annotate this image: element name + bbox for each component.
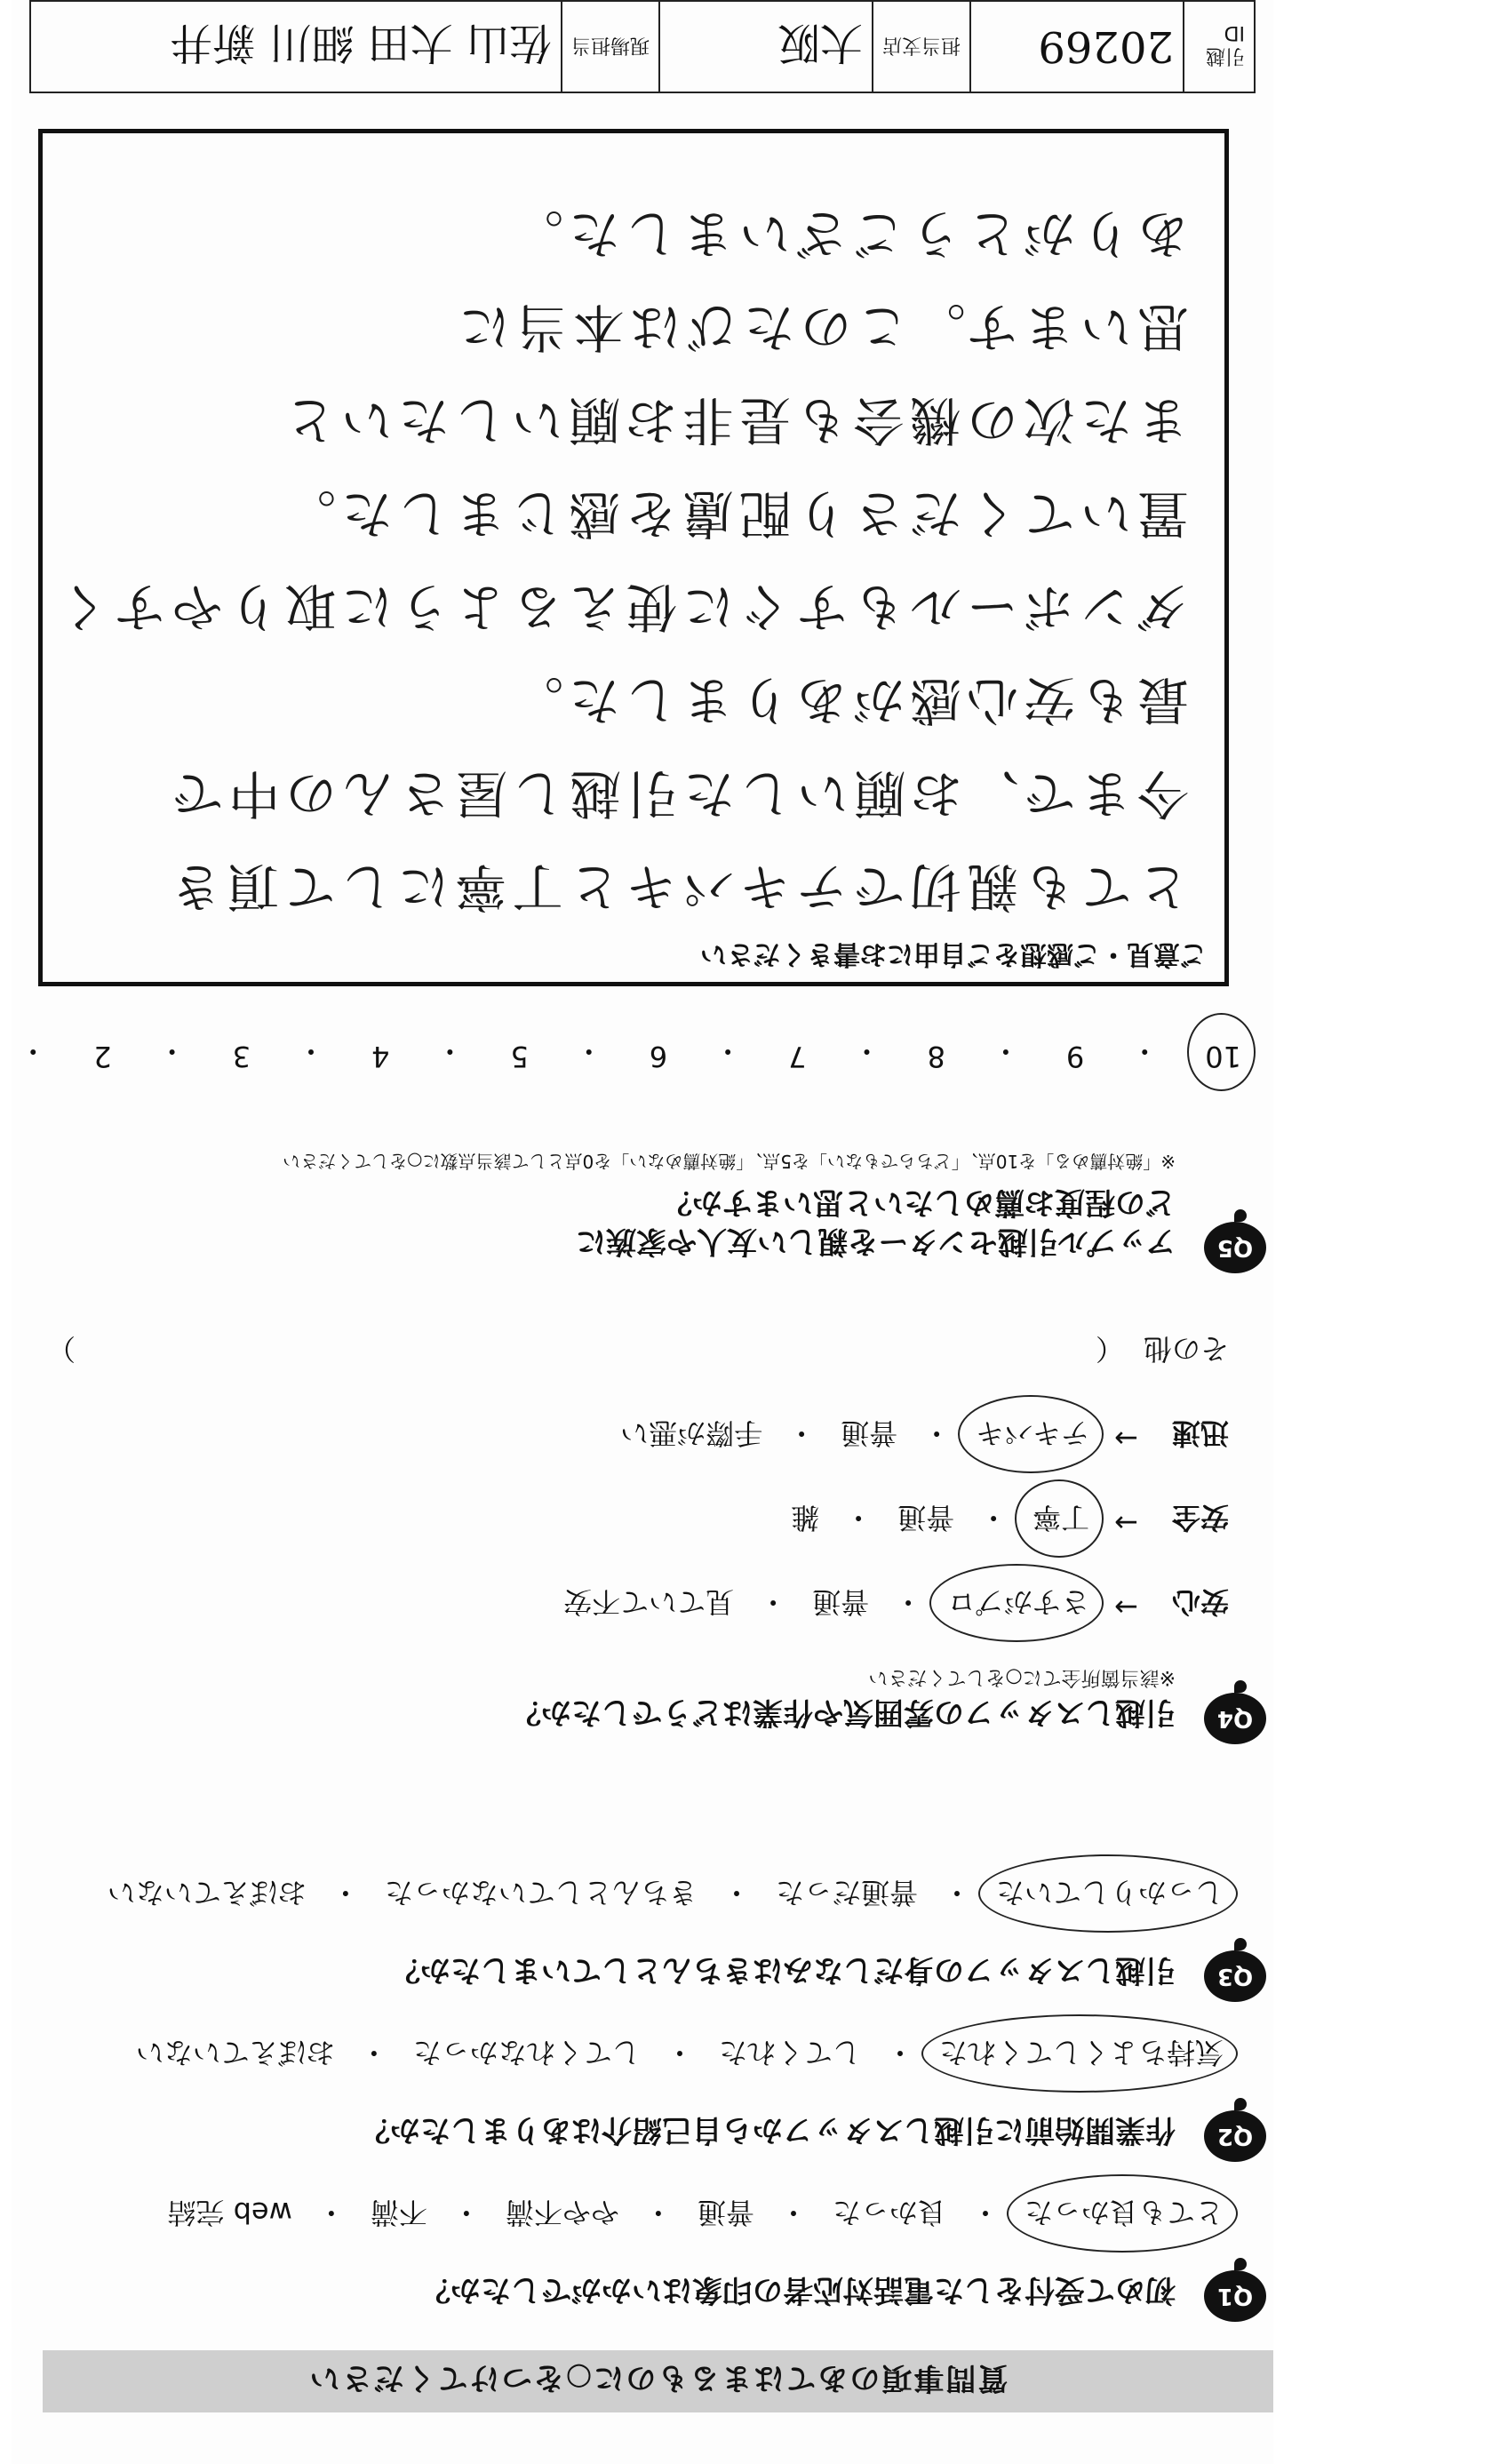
q4-badge: Q4 <box>1204 1693 1266 1744</box>
q5-score[interactable]: 5 <box>510 1040 529 1073</box>
q3-option[interactable]: きちんとしていなかった <box>384 1876 698 1910</box>
q5-score[interactable]: 8 <box>927 1040 945 1073</box>
leader-label-cell: 現場担当 <box>561 2 658 92</box>
leader-value-cell[interactable]: 佐山 大田 細川 新井 <box>170 18 552 68</box>
q5-score[interactable]: 10 <box>1200 1033 1247 1073</box>
id-value-cell[interactable]: 20269 <box>969 2 1183 92</box>
instructions-text: 質問事項のあてはまるものに○をつけてください <box>307 2360 1009 2396</box>
comment-line: とても親切でテキパキと丁寧にして頂き <box>164 857 1189 917</box>
comment-line: また次の機会も是非お願いしたいと <box>278 390 1189 451</box>
staff-info-table <box>29 0 1256 93</box>
q3-option[interactable]: おぼえていない <box>107 1876 307 1910</box>
arrow-icon: → <box>1114 1422 1138 1455</box>
q2-title: 作業開始前に引越しスタッフから自己紹介はありましたか？ <box>360 2112 1176 2148</box>
q1-badge: Q1 <box>1204 2270 1266 2322</box>
q5-scale: 10 ・ 9 ・ 8 ・ 7 ・ 6 ・ 5 ・ 4 ・ 3 ・ 2 ・ <box>0 1033 1247 1073</box>
q3-option[interactable]: しっかりしていた <box>991 1874 1229 1915</box>
q4-note: ※該当箇所全てに○をしてください <box>868 1666 1176 1688</box>
q4-option[interactable]: 見ていて不安 <box>563 1585 735 1619</box>
q5-score[interactable]: 7 <box>788 1040 807 1073</box>
q1-option[interactable]: web 完結 <box>167 2196 292 2229</box>
q4-title: 引越しスタッフの雰囲気や作業はどうでしたか？ <box>511 1694 1176 1730</box>
q5-score[interactable]: 6 <box>649 1040 668 1073</box>
comment-line: ダンボールもすぐに使えるように取りやすく <box>52 577 1189 637</box>
q3-option[interactable]: 普通だった <box>775 1876 918 1910</box>
q4-option[interactable]: 普通 <box>897 1501 955 1535</box>
q4-other-label: その他 <box>1143 1332 1229 1366</box>
q4-other <box>47 1330 1229 1371</box>
q5-score[interactable]: 3 <box>232 1040 251 1073</box>
q5-badge: Q5 <box>1204 1222 1266 1273</box>
q1-title: 初めて受付をした電話対応者の印象はいかがでしたか？ <box>420 2272 1176 2308</box>
q2-options: 気持ちよくしてくれた ・ してくれた ・ してくれなかった ・ おぼえていない <box>131 2034 1229 2075</box>
q4-row-label: 迅速 <box>1171 1416 1229 1450</box>
q5-title-2: どの程度お薦めしたいと思いますか？ <box>662 1184 1176 1220</box>
survey-form <box>12 0 1273 2464</box>
q4-row-label: 安全 <box>1171 1501 1229 1535</box>
q4-option[interactable]: 普通 <box>841 1416 898 1450</box>
comment-line: 最も安心感がありました。 <box>506 670 1189 730</box>
q5-score[interactable]: 2 <box>93 1040 112 1073</box>
q4-option[interactable]: 雑 <box>791 1501 820 1535</box>
q4-option[interactable]: 丁寧 <box>1027 1499 1095 1540</box>
q5-score[interactable]: 4 <box>371 1040 390 1073</box>
q4-option[interactable]: テキパキ <box>970 1415 1095 1455</box>
q2-option[interactable]: してくれなかった <box>412 2036 641 2069</box>
q4-row-anshin: 安心 → さすがプロ ・ 普通 ・ 見ていて不安 <box>558 1583 1229 1624</box>
q1-option[interactable]: とても良かった <box>1019 2194 1229 2235</box>
q3-options: しっかりしていた ・ 普通だった ・ きちんとしていなかった ・ おぼえていない <box>102 1874 1229 1915</box>
comment-line: 置いてくださり配慮を感じました。 <box>278 483 1189 544</box>
branch-value-cell[interactable]: 大阪 <box>658 2 872 92</box>
arrow-icon: → <box>1114 1506 1138 1540</box>
q2-option[interactable]: してくれた <box>718 2036 861 2069</box>
q4-other-input[interactable] <box>95 1330 1076 1371</box>
q2-badge: Q2 <box>1204 2110 1266 2162</box>
q1-option[interactable]: 普通 <box>697 2196 754 2229</box>
instructions-header <box>43 2350 1273 2412</box>
q4-option[interactable]: 手際が悪い <box>620 1416 763 1450</box>
comments-title: ご意見・ご感想をご自由にお書きください <box>700 938 1207 969</box>
comment-line: 思います。このたびは本当に <box>453 297 1189 357</box>
q1-options: とても良かった ・ 良かった ・ 普通 ・ やや不満 ・ 不満 ・ web 完結 <box>162 2194 1229 2235</box>
q1-option[interactable]: 良かった <box>832 2196 946 2229</box>
q1-option[interactable]: 不満 <box>370 2196 427 2229</box>
q4-row-anzen: 安全 → 丁寧 ・ 普通 ・ 雑 <box>785 1499 1229 1540</box>
comments-box[interactable] <box>38 129 1229 986</box>
comment-line: 今まで、お願いした引越し屋さんの中で <box>166 763 1189 824</box>
q4-row-label: 安心 <box>1171 1585 1229 1619</box>
q3-title: 引越しスタッフの身だしなみはきちんとしていましたか？ <box>390 1952 1176 1988</box>
q3-badge: Q3 <box>1204 1950 1266 2002</box>
arrow-icon: → <box>1114 1591 1138 1624</box>
q4-other-open: （ <box>1095 1332 1124 1366</box>
comment-line: ありがとうございました。 <box>506 203 1189 264</box>
q5-note: ※「絶対薦める」を10点、「どちらでもない」を5点、「絶対薦めない」を0点として該当点数に○をしてください <box>283 1151 1176 1172</box>
q4-other-close: ） <box>47 1332 76 1366</box>
q4-option[interactable]: 普通 <box>812 1585 870 1619</box>
branch-label-cell: 担当支店 <box>872 2 969 92</box>
q1-option[interactable]: やや不満 <box>505 2196 619 2229</box>
q5-score[interactable]: 9 <box>1065 1040 1085 1073</box>
q4-option[interactable]: さすがプロ <box>942 1583 1095 1624</box>
q4-row-jinsoku: 迅速 → テキパキ ・ 普通 ・ 手際が悪い <box>615 1415 1229 1455</box>
q2-option[interactable]: 気持ちよくしてくれた <box>934 2034 1229 2075</box>
id-label-cell: 引越ID <box>1183 2 1254 92</box>
q5-title: アップル引越センターを親しい友人や家族に <box>576 1224 1176 1259</box>
q2-option[interactable]: おぼえていない <box>135 2036 335 2069</box>
